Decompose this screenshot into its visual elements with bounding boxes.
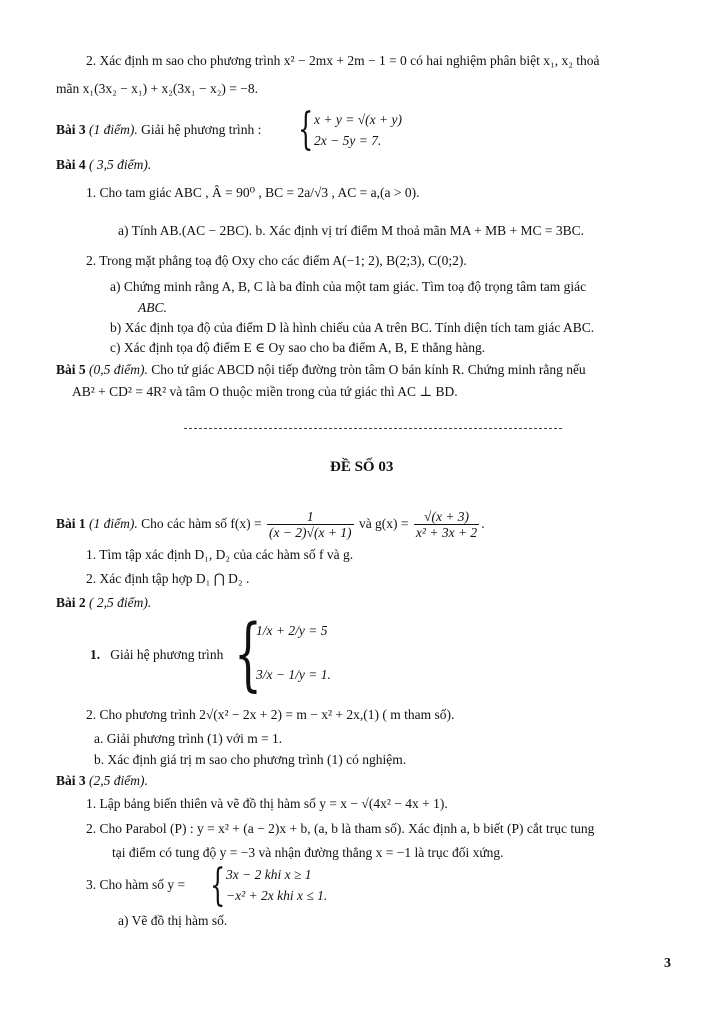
g-numerator: √(x + 3) <box>414 509 479 525</box>
f-numerator: 1 <box>267 509 354 525</box>
bai5-line1 <box>56 361 586 379</box>
de3-bai3-q1: 1. Lập bảng biến thiên và vẽ đồ thị hàm số y = x − √(4x² − 4x + 1). <box>86 796 448 811</box>
bai4-q2a: a) Chứng minh rằng A, B, C là ba đỉnh của một tam giác. Tìm toạ độ trọng tâm tam giác <box>110 279 587 294</box>
de3-bai1-line: Bài 1 (1 điểm). Cho các hàm số f(x) = $\frac{1}{(x - 2)√(x + 1)}$ và g(x) = $\frac{√(x + 3)}{\text{x² + 3x + 2}}$ . <box>56 509 485 541</box>
bai3-old-eq2: 2x − 5y = 7. <box>314 133 382 148</box>
bai5-text1: Cho tứ giác ABCD nội tiếp đường tròn tâm O bán kính R. Chứng minh rằng nếu <box>151 362 586 377</box>
de3-bai3-points: (2,5 điểm). <box>89 773 148 788</box>
de3-bai2-heading <box>56 594 151 612</box>
de3-bai3-q2: 2. Cho Parabol (P) : y = x² + (a − 2)x + b, (a, b là tham số). Xác định a, b biết (P) cắt trục tung <box>86 821 595 836</box>
bai4-q2b: b) Xác định tọa độ của điểm D là hình chiếu của A trên BC. Tính diện tích tam giác ABC. <box>110 320 595 335</box>
de3-bai1-points: (1 điểm). <box>89 516 138 531</box>
de3-bai3-heading <box>56 772 148 790</box>
piecewise-case2: −x² + 2x khi x ≤ 1. <box>226 888 328 903</box>
item2-line1: 2. Xác định m sao cho phương trình x² − 2mx + 2m − 1 = 0 có hai nghiệm phân biệt x₁, x₂ thoả <box>86 53 600 68</box>
bai4-q1a: a) Tính AB.(AC − 2BC). b. Xác định vị trí điểm M thoả mãn MA + MB + MC = 3BC. <box>118 223 584 238</box>
bai4-q2a-cont: ABC. <box>138 300 167 315</box>
bai3-old-points: (1 điểm). <box>89 122 138 137</box>
piecewise-brace: { <box>210 860 226 911</box>
de3-bai2-q2: 2. Cho phương trình 2√(x² − 2x + 2) = m − x² + 2x,(1) ( m tham số). <box>86 707 455 722</box>
system-brace: { <box>234 607 262 700</box>
and-g: và g(x) = <box>358 516 409 531</box>
bai3-old-brace: { <box>298 104 314 155</box>
de3-bai2-q2a: a. Giải phương trình (1) với m = 1. <box>94 731 283 746</box>
de3-bai2-q1-text: Giải hệ phương trình <box>110 647 224 662</box>
item2-line2: mãn x₁(3x₂ − x₁) + x₂(3x₁ − x₂) = −8. <box>56 81 259 96</box>
exam-title: ĐỀ SỐ 03 <box>330 459 394 475</box>
de3-bai2-q2b: b. Xác định giá trị m sao cho phương trình (1) có nghiệm. <box>94 752 407 767</box>
system-eq1: 1/x + 2/y = 5 <box>256 623 328 638</box>
page-number: 3 <box>664 956 671 971</box>
g-denominator: x² + 3x + 2 <box>415 525 478 541</box>
bai3-old-heading <box>56 121 261 139</box>
de3-bai1-q1: 1. Tìm tập xác định D₁, D₂ của các hàm số f và g. <box>86 547 354 562</box>
bai3-old-eq1: x + y = √(x + y) <box>314 112 402 127</box>
bai4-points: ( 3,5 điểm). <box>89 157 152 172</box>
piecewise-case1: 3x − 2 khi x ≥ 1 <box>226 867 312 882</box>
de3-bai1-label: Bài 1 <box>56 516 86 531</box>
bai3-old-label: Bài 3 <box>56 122 86 137</box>
g-fraction <box>414 509 479 540</box>
de3-bai1-text: Cho các hàm số f(x) = <box>141 516 262 531</box>
f-denominator: (x − 2)√(x + 1) <box>268 525 352 541</box>
section-separator <box>184 428 562 429</box>
de3-bai3-q3: 3. Cho hàm số y = <box>86 877 186 892</box>
de3-bai1-q2: 2. Xác định tập hợp D₁ ⋂ D₂ . <box>86 571 250 586</box>
de3-bai3-label: Bài 3 <box>56 773 86 788</box>
bai4-q2c: c) Xác định tọa độ điểm E ∈ Oy sao cho ba điểm A, B, E thẳng hàng. <box>110 340 486 355</box>
bai4-q1: 1. Cho tam giác ABC , Â = 90⁰ , BC = 2a/√3 , AC = a,(a > 0). <box>86 185 420 200</box>
de3-bai2-q1 <box>90 646 223 664</box>
bai4-heading <box>56 156 151 174</box>
bai4-q2: 2. Trong mặt phẳng toạ độ Oxy cho các điểm A(−1; 2), B(2;3), C(0;2). <box>86 253 467 268</box>
bai5-points: (0,5 điểm). <box>89 362 148 377</box>
system-eq2: 3/x − 1/y = 1. <box>256 667 331 682</box>
bai5-line2: AB² + CD² = 4R² và tâm O thuộc miền trong của tứ giác thì AC ⊥ BD. <box>72 384 458 399</box>
de3-bai2-points: ( 2,5 điểm). <box>89 595 152 610</box>
de3-bai2-label: Bài 2 <box>56 595 86 610</box>
bai4-label: Bài 4 <box>56 157 86 172</box>
de3-bai2-q1-label: 1. <box>90 647 101 662</box>
de3-bai3-q3a: a) Vẽ đồ thị hàm số. <box>118 913 228 928</box>
bai5-label: Bài 5 <box>56 362 86 377</box>
de3-bai3-q2-cont: tại điểm có tung độ y = −3 và nhận đường thẳng x = −1 là trục đối xứng. <box>112 845 504 860</box>
f-fraction <box>267 509 354 540</box>
bai3-old-text: Giải hệ phương trình : <box>141 122 262 137</box>
